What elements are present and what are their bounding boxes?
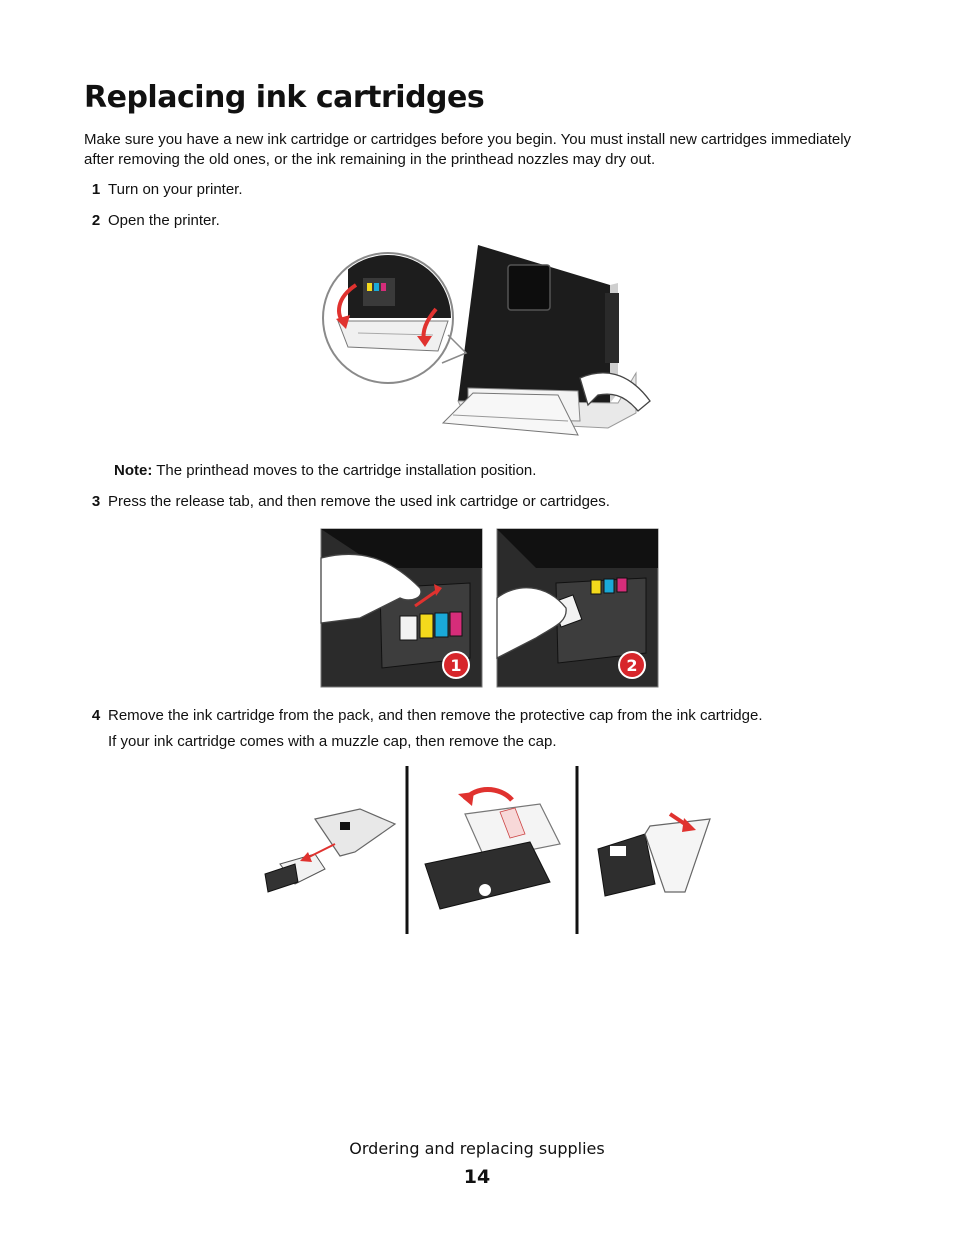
panel-unpack [265,809,395,892]
figure-open-printer [318,243,658,448]
note-label: Note: [114,462,153,479]
step-text: Remove the ink cartridge from the pack, and then remove the protective cap from the ink cartridge. [108,707,763,724]
note [114,461,536,481]
badge-number: 1 [450,656,462,675]
badge-number: 2 [626,656,638,675]
panel-remove-muzzle-cap [598,814,710,896]
step-number: 2 [91,212,101,229]
step-text: Open the printer. [108,212,220,229]
step-1 [84,180,243,200]
panel-remove-cap [425,790,560,910]
note-text: The printhead moves to the cartridge installation position. [152,462,537,479]
intro-paragraph: Make sure you have a new ink cartridge or cartridges before you begin. You must install new cartridges immediately after removing the old ones, or the ink remaining in the printhead nozzles may dry out. [84,131,852,168]
step-number: 4 [91,707,101,724]
step-3 [84,492,610,512]
step-number: 3 [91,493,101,510]
step-4 [84,706,763,726]
figure-unpack-cartridge [260,764,720,936]
panel-2 [497,529,658,687]
page-title: Replacing ink cartridges [84,80,485,115]
step-number: 1 [91,181,101,198]
step-4-subtext: If your ink cartridge comes with a muzzle cap, then remove the cap. [108,733,557,750]
panel-1 [321,529,482,687]
step-text: Turn on your printer. [108,181,243,198]
step-text: Press the release tab, and then remove the used ink cartridge or cartridges. [108,493,610,510]
footer-section-title: Ordering and replacing supplies [349,1139,605,1158]
figure-remove-cartridges [320,528,660,690]
printer-screen [508,265,550,310]
step-2 [84,211,220,231]
page-number: 14 [463,1166,491,1188]
